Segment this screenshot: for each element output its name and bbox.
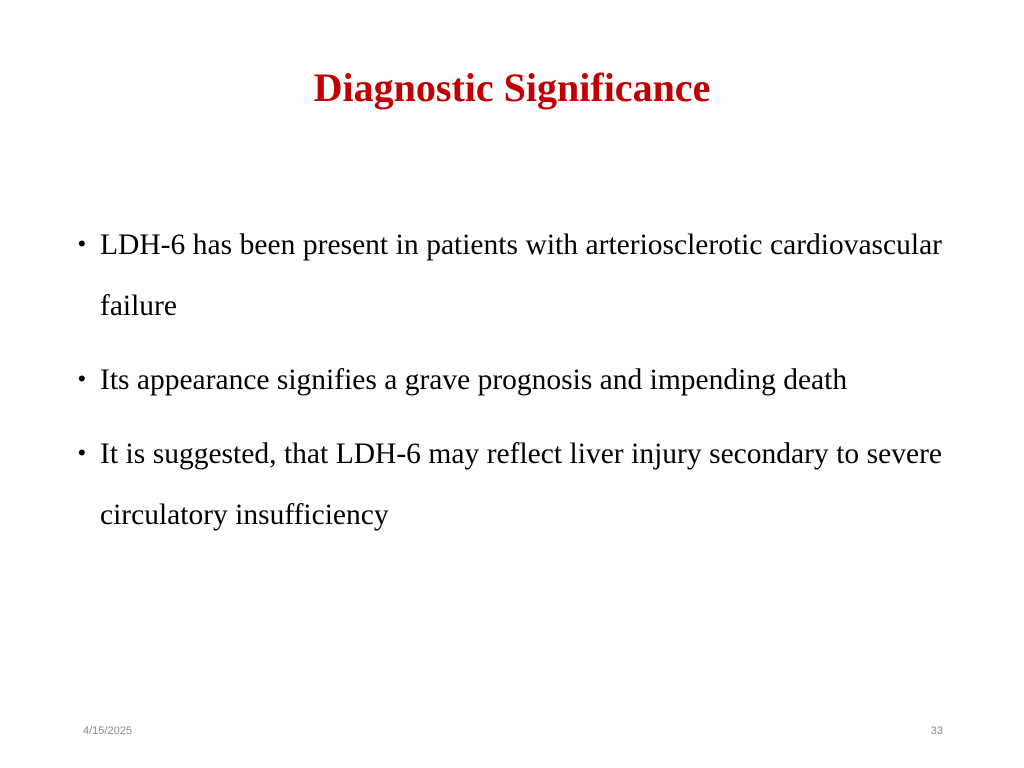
- bullet-text: It is suggested, that LDH-6 may reflect liver injury secondary to severe circulatory insufficiency: [100, 438, 942, 531]
- bullet-text: Its appearance signifies a grave prognosis and impending death: [100, 364, 848, 396]
- bullet-item: [78, 424, 942, 546]
- bullet-list: [78, 215, 942, 559]
- page-number: 33: [930, 725, 943, 737]
- footer-date: 4/15/2025: [83, 725, 132, 737]
- bullet-marker: •: [78, 440, 86, 465]
- bullet-item: [78, 350, 942, 411]
- bullet-marker: •: [78, 231, 86, 256]
- slide-title: Diagnostic Significance: [313, 65, 711, 110]
- bullet-item: [78, 215, 942, 337]
- bullet-text: LDH-6 has been present in patients with arteriosclerotic cardiovascular failure: [100, 229, 942, 322]
- bullet-marker: •: [78, 366, 86, 391]
